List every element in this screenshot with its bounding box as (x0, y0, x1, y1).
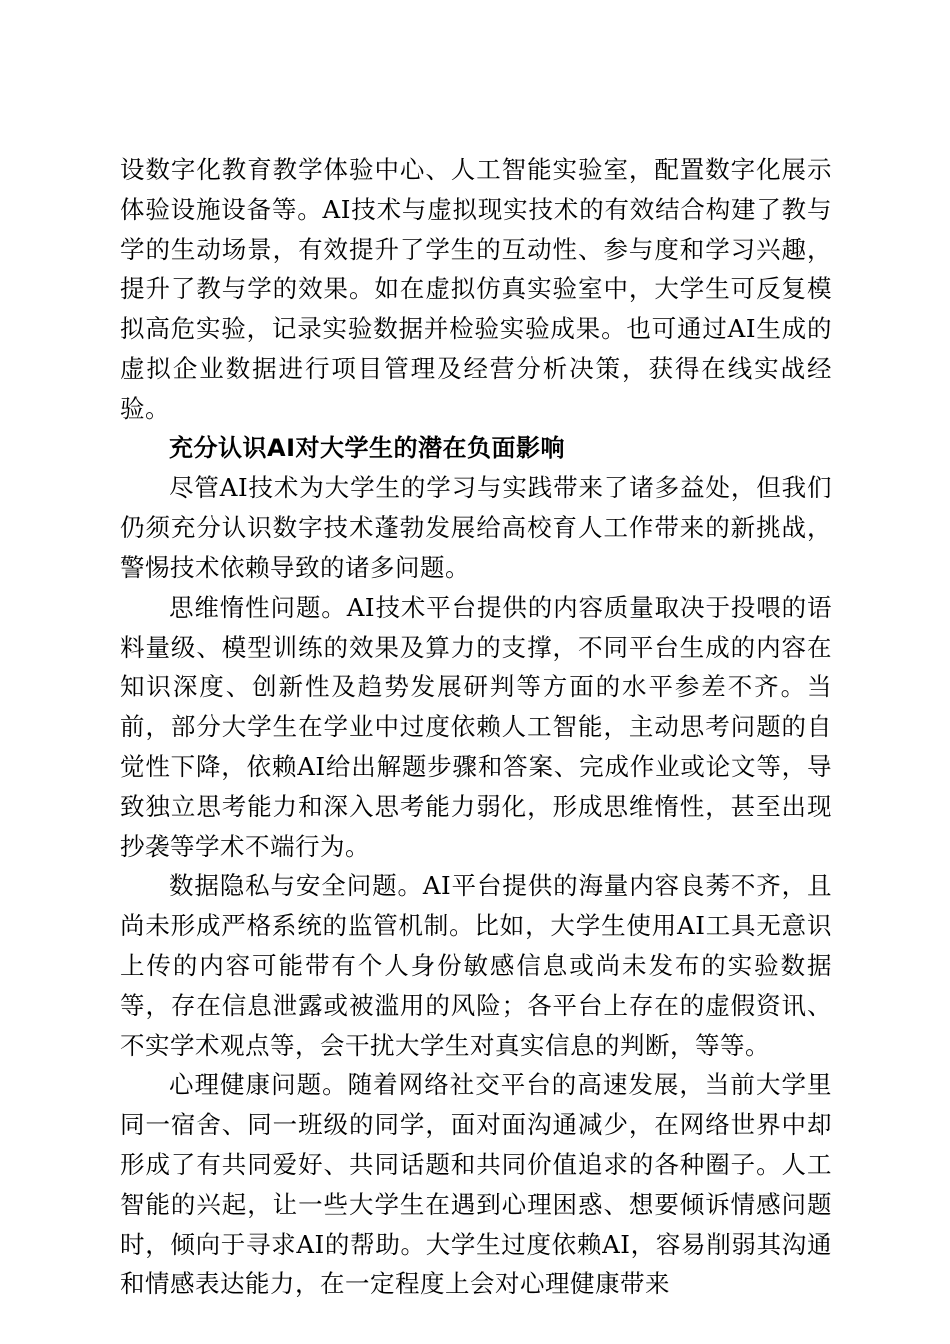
paragraph-intro: 尽管AI技术为大学生的学习与实践带来了诸多益处，但我们仍须充分认识数字技术蓬勃发展给高校育人工作带来的新挑战，警惕技术依赖导致的诸多问题。 (120, 473, 832, 582)
paragraph-continuation: 设数字化教育教学体验中心、人工智能实验室，配置数字化展示体验设施设备等。AI技术与虚拟现实技术的有效结合构建了教与学的生动场景，有效提升了学生的互动性、参与度和学习兴趣，提升了教与学的效果。如在虚拟仿真实验室中，大学生可反复模拟高危实验，记录实验数据并检验实验成果。也可通过AI生成的虚拟企业数据进行项目管理及经营分析决策，获得在线实战经验。 (120, 155, 832, 423)
paragraph-data-privacy: 数据隐私与安全问题。AI平台提供的海量内容良莠不齐，且尚未形成严格系统的监管机制。比如，大学生使用AI工具无意识上传的内容可能带有个人身份敏感信息或尚未发布的实验数据等，存在信息泄露或被滥用的风险；各平台上存在的虚假资讯、不实学术观点等，会干扰大学生对真实信息的判断，等等。 (120, 871, 832, 1060)
section-heading: 充分认识AI对大学生的潜在负面影响 (169, 433, 566, 462)
document-page (120, 150, 832, 1304)
paragraph-mental-health: 心理健康问题。随着网络社交平台的高速发展，当前大学里同一宿舍、同一班级的同学，面对面沟通减少，在网络世界中却形成了有共同爱好、共同话题和共同价值追求的各种圈子。人工智能的兴起，让一些大学生在遇到心理困惑、想要倾诉情感问题时，倾向于寻求AI的帮助。大学生过度依赖AI，容易削弱其沟通和情感表达能力，在一定程度上会对心理健康带来 (120, 1070, 832, 1299)
paragraph-thinking-inertia: 思维惰性问题。AI技术平台提供的内容质量取决于投喂的语料量级、模型训练的效果及算力的支撑，不同平台生成的内容在知识深度、创新性及趋势发展研判等方面的水平参差不齐。当前，部分大学生在学业中过度依赖人工智能，主动思考问题的自觉性下降，依赖AI给出解题步骤和答案、完成作业或论文等，导致独立思考能力和深入思考能力弱化，形成思维惰性，甚至出现抄袭等学术不端行为。 (120, 592, 832, 861)
